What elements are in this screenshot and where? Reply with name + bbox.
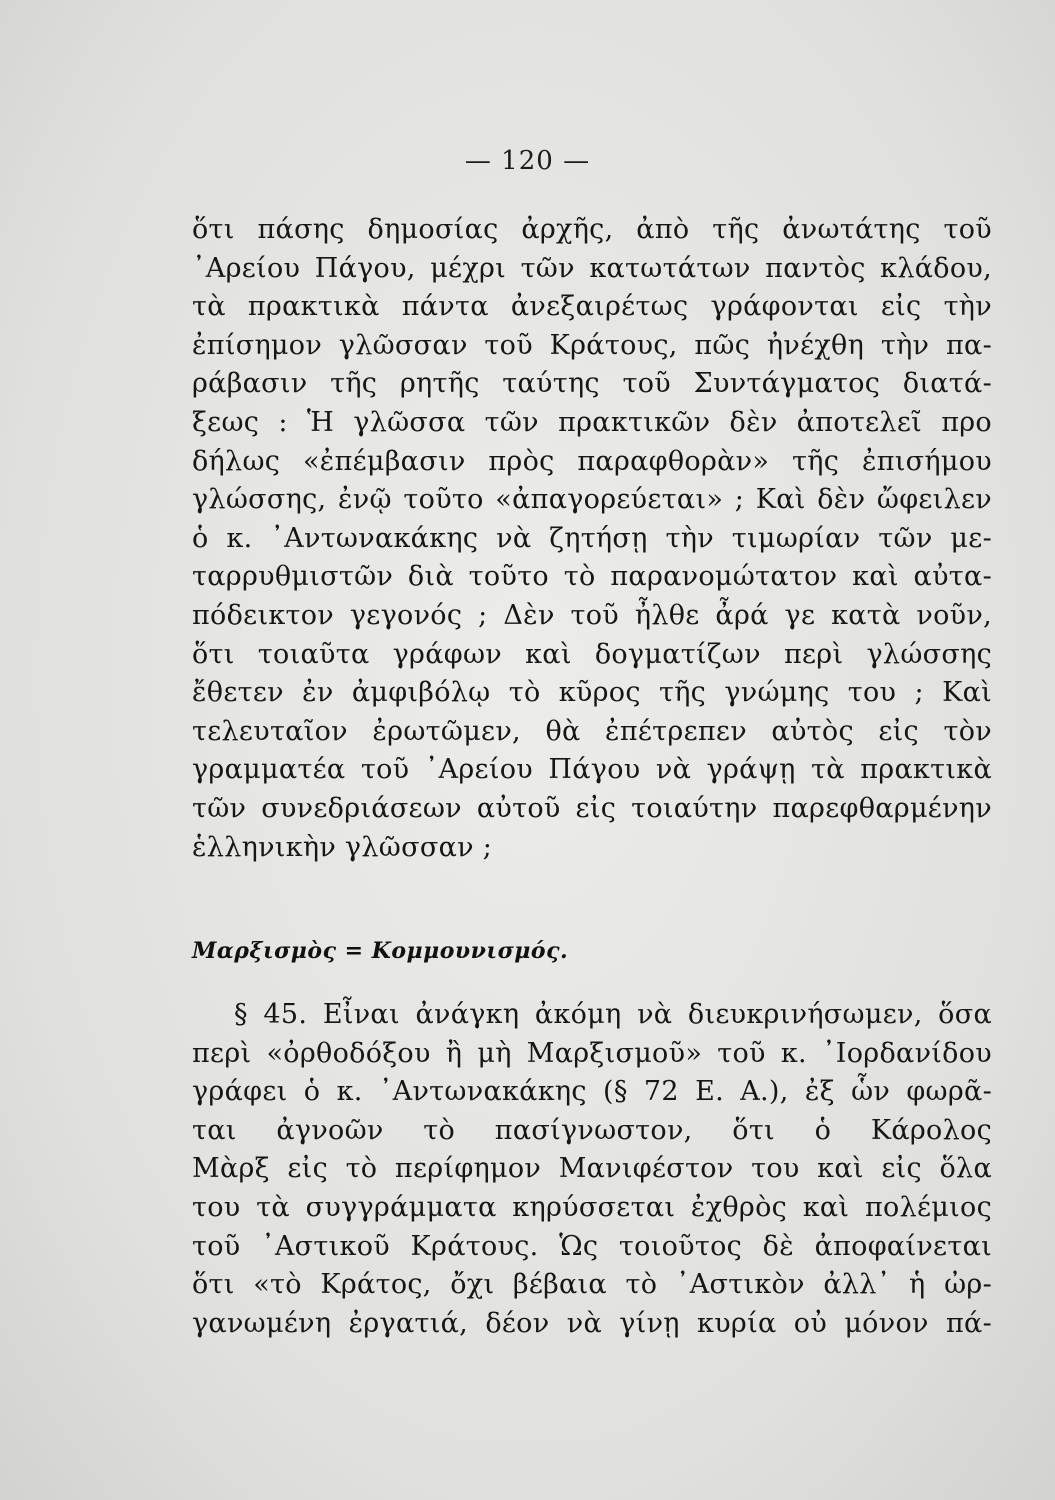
text-line: τῶν συνεδριάσεων αὐτοῦ εἰς τοιαύτην παρεφθαρμένην [192,792,992,824]
text-line: ᾿Αρείου Πάγου, μέχρι τῶν κατωτάτων παντὸς κλάδου, [192,252,992,284]
text-line: περὶ «ὀρθοδόξου ἢ μὴ Μαρξισμοῦ» τοῦ κ. ᾿Ιορδανίδου [192,1037,992,1069]
text-line: ἐπίσημον γλῶσσαν τοῦ Κράτους, πῶς ἠνέχθη τὴν πα- [192,329,992,361]
text-line: ὅτι τοιαῦτα γράφων καὶ δογματίζων περὶ γλώσσης [192,638,992,670]
text-line: ὅτι «τὸ Κράτος, ὄχι βέβαια τὸ ᾿Αστικὸν ἀλλ᾿ ἡ ὠρ- [192,1269,992,1301]
text-line: πόδεικτον γεγονός ; Δὲν τοῦ ἦλθε ἆρά γε κατὰ νοῦν, [192,599,992,631]
text-line: γραμματέα τοῦ ᾿Αρείου Πάγου νὰ γράψῃ τὰ πρακτικὰ [192,754,992,786]
text-line: ἔθετεν ἐν ἀμφιβόλῳ τὸ κῦρος τῆς γνώμης του ; Καὶ [192,677,992,709]
paragraph-1 [192,211,992,867]
text-line: τελευταῖον ἐρωτῶμεν, θὰ ἐπέτρεπεν αὐτὸς εἰς τὸν [192,715,992,747]
section-heading: Μαρξισμὸς = Κομμουνισμός. [192,938,569,964]
text-line: ὁ κ. ᾿Αντωνακάκης νὰ ζητήσῃ τὴν τιμωρίαν τῶν με- [192,522,992,554]
text-line: δήλως «ἐπέμβασιν πρὸς παραφθορὰν» τῆς ἐπισήμου [192,445,992,477]
text-line: του τὰ συγγράμματα κηρύσσεται ἐχθρὸς καὶ πολέμιος [192,1191,992,1223]
text-line: ξεως : Ἡ γλῶσσα τῶν πρακτικῶν δὲν ἀποτελεῖ προ [192,406,992,438]
text-line: Μὰρξ εἰς τὸ περίφημον Μανιφέστον του καὶ εἰς ὅλα [192,1153,992,1185]
text-line: ἑλληνικὴν γλῶσσαν ; [192,831,493,863]
text-line: ράβασιν τῆς ρητῆς ταύτης τοῦ Συντάγματος διατά- [192,368,992,400]
text-line: τὰ πρακτικὰ πάντα ἀνεξαιρέτως γράφονται εἰς τὴν [192,291,992,323]
text-line: ταρρυθμιστῶν διὰ τοῦτο τὸ παρανομώτατον καὶ αὐτα- [192,561,992,593]
text-line: γανωμένη ἐργατιά, δέον νὰ γίνῃ κυρία οὐ μόνον πά- [192,1307,992,1339]
text-line: § 45. Εἶναι ἀνάγκη ἀκόμη νὰ διευκρινήσωμεν, ὅσα [234,999,992,1030]
text-line: γράφει ὁ κ. ᾿Αντωνακάκης (§ 72 Ε. Α.), ἐξ ὧν φωρᾶ- [192,1076,992,1108]
text-line: τοῦ ᾿Αστικοῦ Κράτους. Ὡς τοιοῦτος δὲ ἀποφαίνεται [192,1230,992,1262]
text-line: γλώσσης, ἐνῷ τοῦτο «ἀπαγορεύεται» ; Καὶ δὲν ὤφειλεν [192,484,992,516]
text-line: ται ἀγνοῶν τὸ πασίγνωστον, ὅτι ὁ Κάρολος [192,1114,992,1146]
text-line: ὅτι πάσης δημοσίας ἀρχῆς, ἀπὸ τῆς ἀνωτάτης τοῦ [192,214,992,245]
page-number: — 120 — [464,146,591,176]
paragraph-2 [192,996,992,1343]
